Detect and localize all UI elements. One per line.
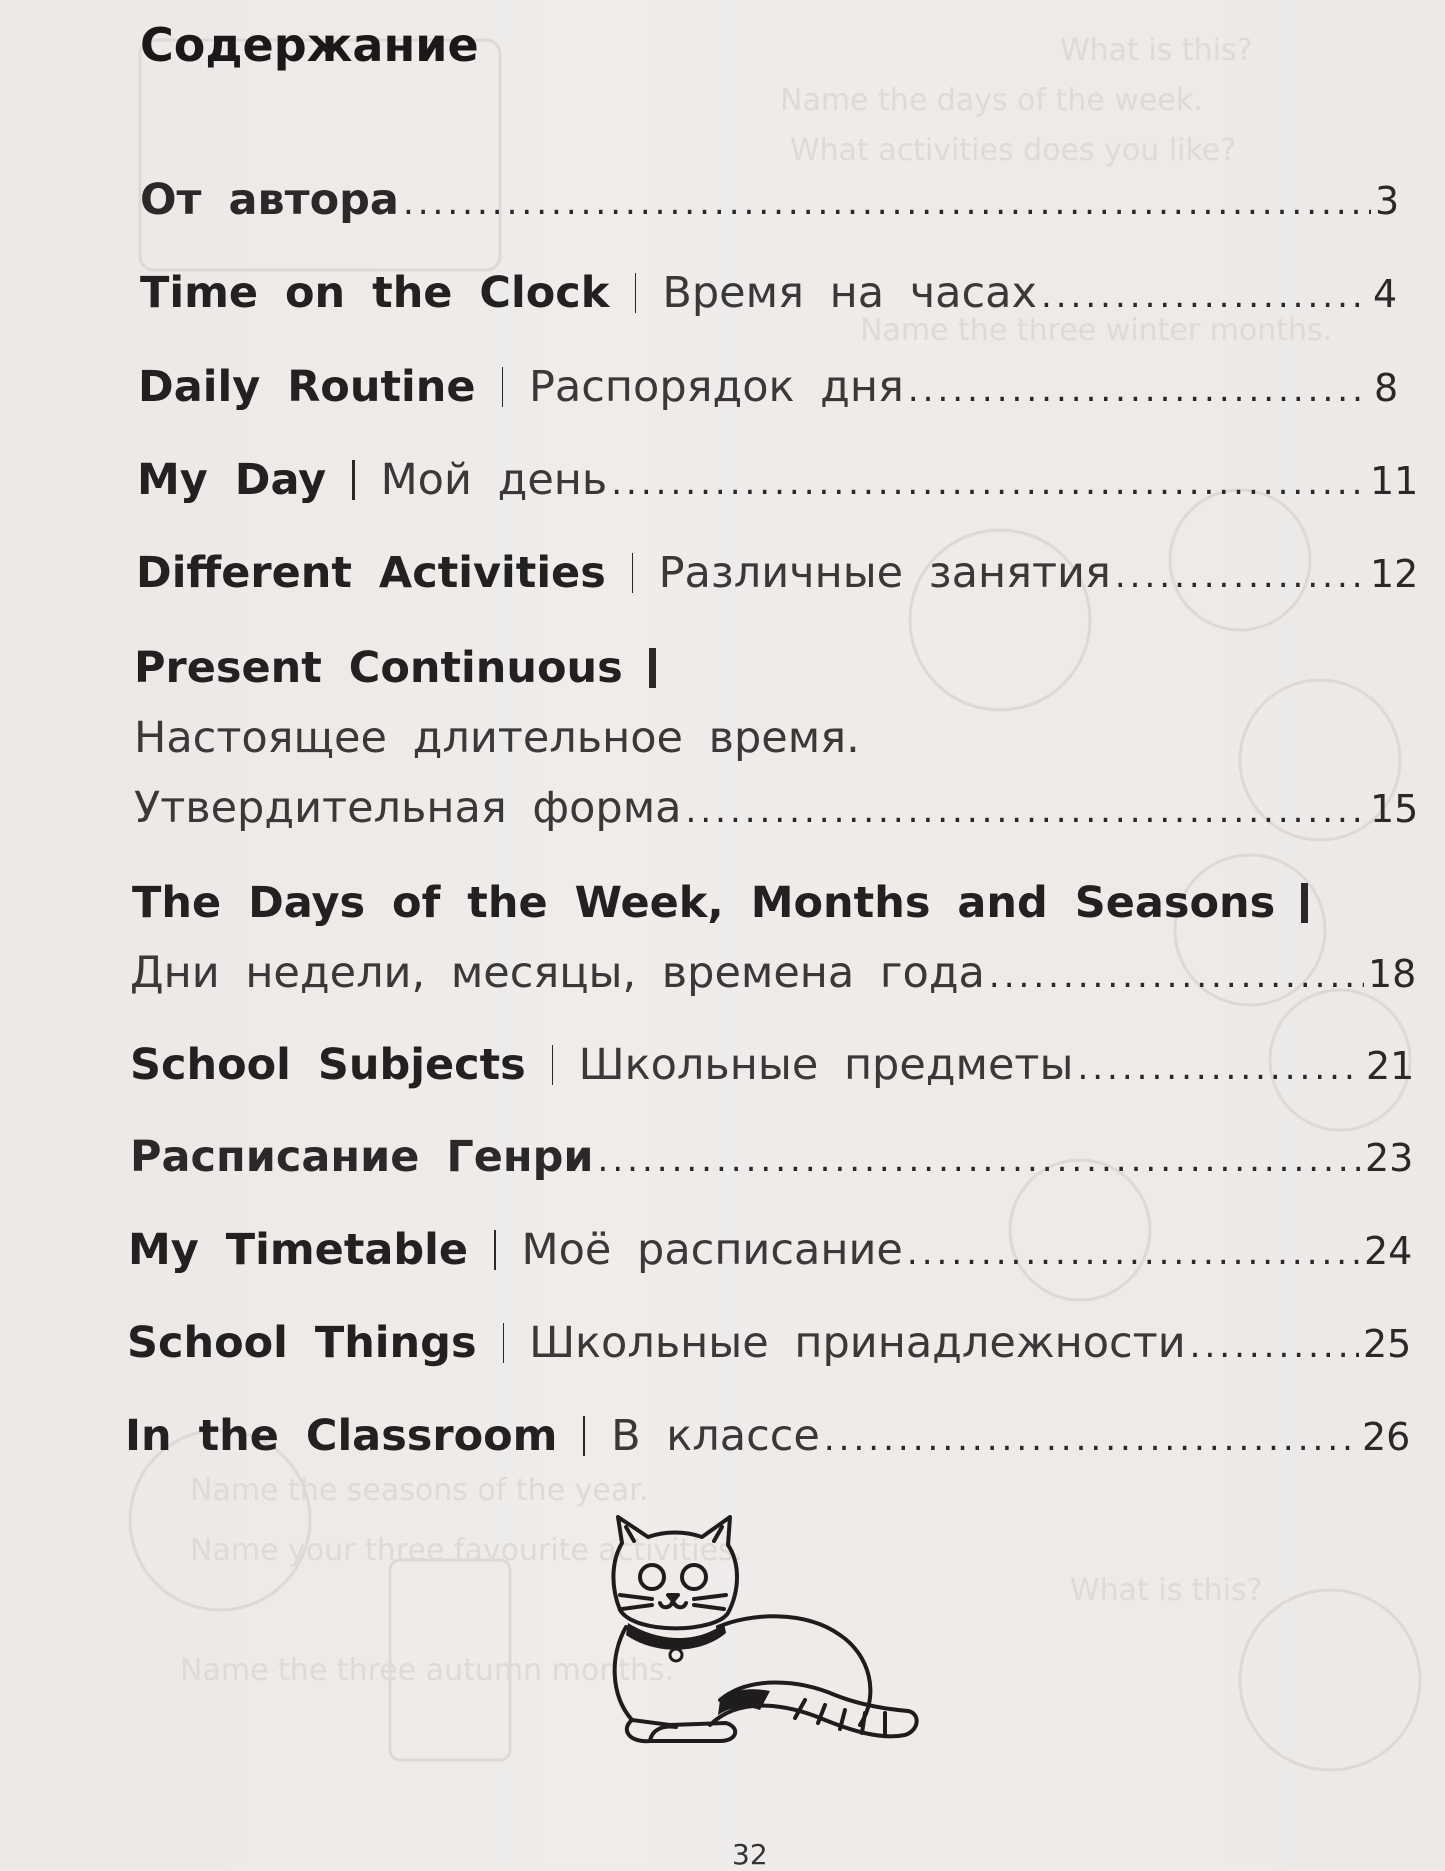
- toc-entry[interactable]: [128, 1220, 1413, 1280]
- toc-entry[interactable]: [140, 170, 1400, 230]
- toc-entry-russian: Мой день: [380, 455, 608, 505]
- separator-bar: [494, 1230, 495, 1270]
- toc-entry[interactable]: [136, 543, 1419, 603]
- toc-entry[interactable]: [137, 450, 1419, 510]
- toc-entry-russian: Дни недели, месяцы, времена года: [130, 948, 985, 998]
- toc-page-number: 4: [1373, 272, 1398, 316]
- toc-entry-russian: Настоящее длительное время.: [134, 713, 860, 763]
- separator-bar: [649, 648, 656, 688]
- toc-entry-english: Present Continuous: [134, 643, 623, 693]
- svg-text:Name your three favourite acti: Name your three favourite activities.: [190, 1533, 744, 1568]
- separator-bar: [635, 273, 636, 313]
- svg-text:What is this?: What is this?: [1070, 1573, 1263, 1608]
- dot-leader: [611, 453, 1366, 513]
- page-number: 32: [732, 1838, 768, 1871]
- toc-entry-english: In the Classroom: [125, 1411, 558, 1461]
- toc-entry-russian: Школьные принадлежности: [529, 1318, 1186, 1368]
- toc-entry[interactable]: [130, 1035, 1415, 1095]
- dot-leader: [598, 1130, 1361, 1190]
- separator-bar: [503, 1323, 504, 1363]
- toc-entry-russian: Моё расписание: [521, 1225, 903, 1275]
- toc-page-number: 25: [1363, 1322, 1412, 1366]
- separator-bar: [1301, 883, 1308, 923]
- toc-entry[interactable]: [134, 778, 1419, 838]
- toc-entry-heading[interactable]: [132, 873, 1412, 933]
- dot-leader: [1041, 266, 1369, 326]
- toc-page-number: 12: [1370, 552, 1419, 596]
- page-title: Содержание: [140, 18, 479, 72]
- toc-page-number: 21: [1366, 1044, 1415, 1088]
- toc-entry-russian: В классе: [611, 1411, 820, 1461]
- toc-entry[interactable]: [127, 1313, 1412, 1373]
- toc-entry[interactable]: [125, 1406, 1411, 1466]
- toc-entry[interactable]: [130, 1127, 1414, 1187]
- separator-bar: [352, 460, 354, 500]
- toc-entry-heading[interactable]: [134, 638, 1134, 698]
- svg-text:What is this?: What is this?: [1060, 33, 1253, 68]
- dot-leader: [908, 360, 1370, 420]
- dot-leader: [403, 173, 1371, 233]
- toc-entry[interactable]: [140, 263, 1398, 323]
- svg-text:Name the three winter months.: Name the three winter months.: [860, 313, 1333, 348]
- toc-entry-russian: Распорядок дня: [528, 362, 904, 412]
- dot-leader: [907, 1223, 1360, 1283]
- toc-page-number: 18: [1368, 952, 1417, 996]
- svg-text:Name the seasons of the year.: Name the seasons of the year.: [190, 1473, 649, 1508]
- toc-entry-english: Time on the Clock: [140, 268, 610, 318]
- toc-page-number: 15: [1370, 787, 1419, 831]
- toc-entry-continuation: [134, 708, 1134, 768]
- dot-leader: [686, 781, 1366, 841]
- toc-entry-english: Daily Routine: [138, 362, 476, 412]
- toc-entry-english: My Day: [137, 455, 327, 505]
- dot-leader: [1190, 1316, 1359, 1376]
- svg-text:Name the three autumn months.: Name the three autumn months.: [180, 1653, 675, 1688]
- toc-page-number: 24: [1364, 1229, 1413, 1273]
- toc-entry-russian: Школьные предметы: [578, 1040, 1074, 1090]
- toc-entry[interactable]: [130, 943, 1417, 1003]
- toc-page-number: 26: [1362, 1415, 1411, 1459]
- toc-entry-russian: Утвердительная форма: [134, 783, 682, 833]
- toc-entry-english: School Things: [127, 1318, 477, 1368]
- toc-entry-english: The Days of the Week, Months and Seasons: [132, 878, 1276, 928]
- dot-leader: [824, 1409, 1358, 1469]
- separator-bar: [502, 367, 503, 407]
- cat-icon: [590, 1515, 930, 1755]
- toc-entry-english: School Subjects: [130, 1040, 526, 1090]
- toc-entry-russian: Различные занятия: [658, 548, 1111, 598]
- toc-entry-title: Расписание Генри: [130, 1132, 594, 1182]
- dot-leader: [989, 946, 1364, 1006]
- svg-text:Name the days of the week.: Name the days of the week.: [780, 83, 1203, 118]
- toc-page-number: 8: [1374, 366, 1399, 410]
- toc-page-number: 23: [1365, 1136, 1414, 1180]
- toc-entry[interactable]: [138, 357, 1399, 417]
- toc-page-number: 11: [1370, 459, 1419, 503]
- separator-bar: [583, 1416, 585, 1456]
- toc-entry-english: Different Activities: [136, 548, 606, 598]
- separator-bar: [552, 1045, 553, 1085]
- separator-bar: [632, 553, 633, 593]
- dot-leader: [1115, 546, 1366, 606]
- toc-entry-title: От автора: [140, 175, 399, 225]
- toc-entry-english: My Timetable: [128, 1225, 469, 1275]
- toc-page-number: 3: [1375, 179, 1400, 223]
- dot-leader: [1077, 1038, 1362, 1098]
- svg-text:What activities does you like?: What activities does you like?: [790, 133, 1237, 168]
- toc-entry-russian: Время на часах: [662, 268, 1037, 318]
